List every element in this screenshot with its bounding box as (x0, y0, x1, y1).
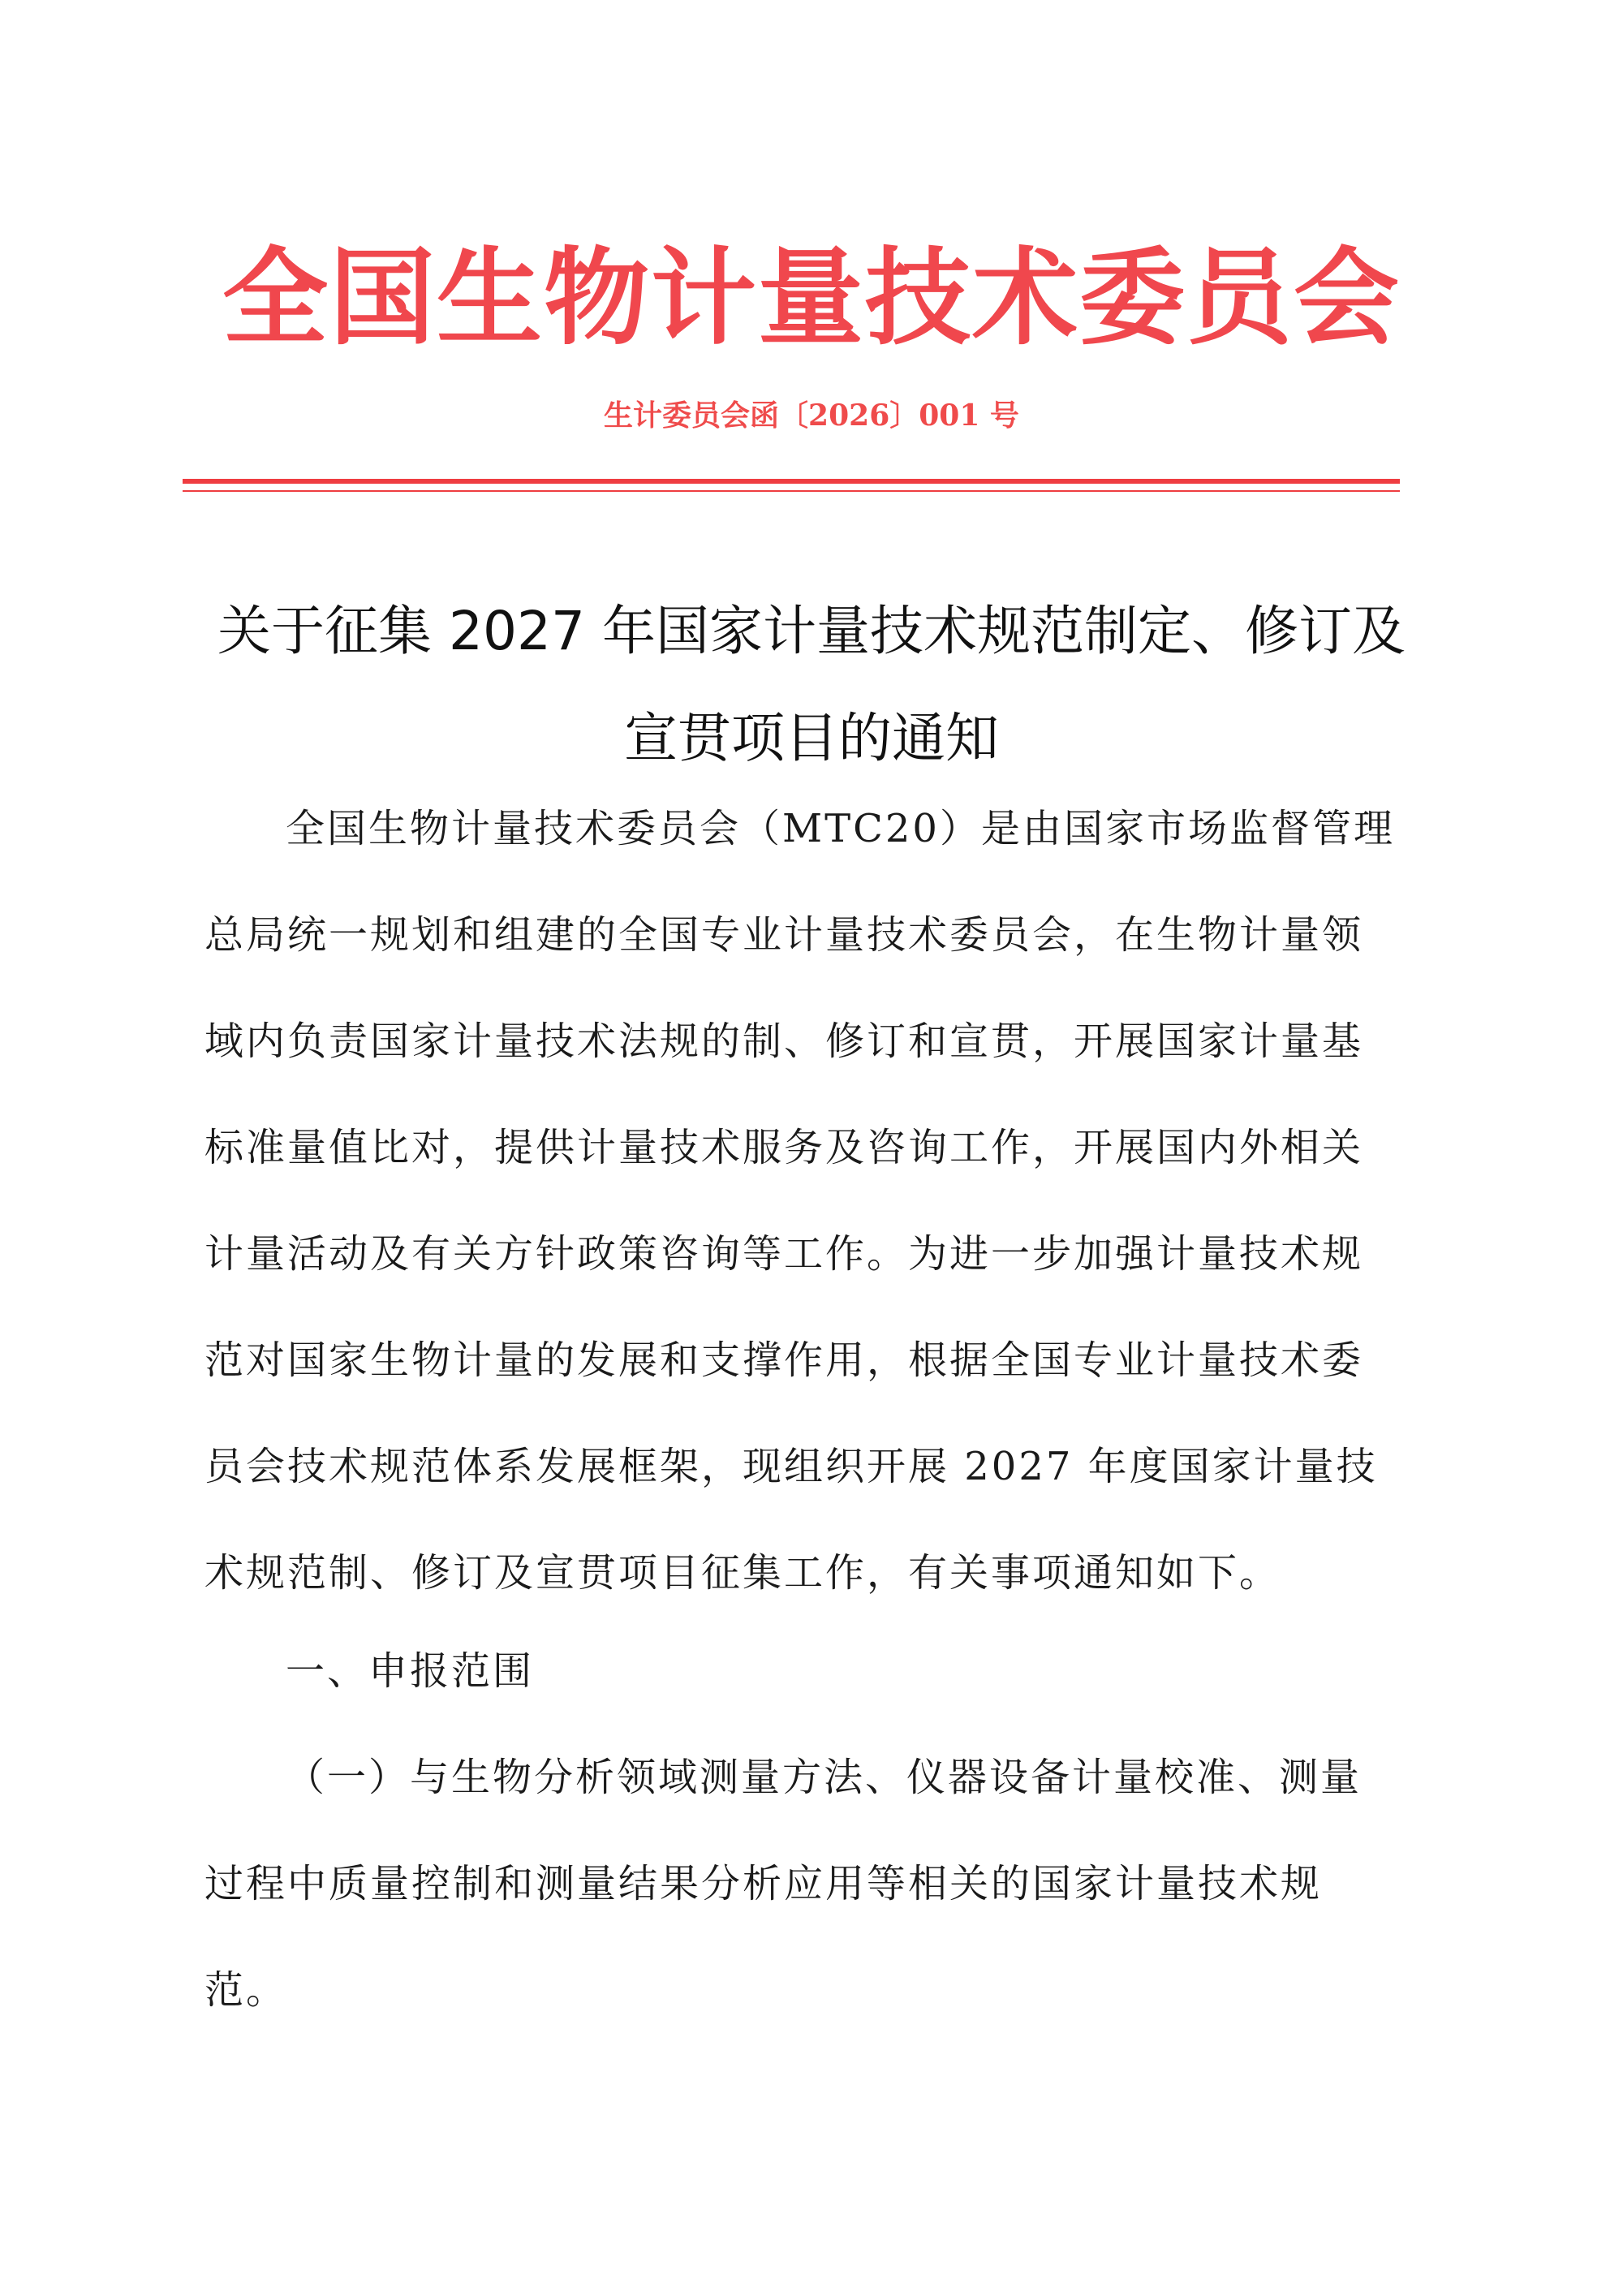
red-divider-thick (183, 479, 1400, 484)
clause-line: 过程中质量控制和测量结果分析应用等相关的国家计量技术规 (204, 1861, 1323, 1906)
notice-title (203, 578, 1420, 792)
intro-line: 计量活动及有关方针政策咨询等工作。为进一步加强计量技术规 (204, 1231, 1364, 1277)
notice-title-line-2: 宣贯项目的通知 (624, 707, 999, 769)
intro-line: 术规范制、修订及宣贯项目征集工作，有关事项通知如下。 (204, 1550, 1281, 1596)
intro-paragraph (204, 776, 1430, 1626)
intro-line: 标准量值比对，提供计量技术服务及咨询工作，开展国内外相关 (204, 1125, 1364, 1170)
clause-line: （一）与生物分析领域测量方法、仪器设备计量校准、测量 (286, 1755, 1363, 1800)
clause-1-paragraph (204, 1725, 1430, 2044)
organization-header: 全国生物计量技术委员会 (222, 236, 1401, 360)
section-heading-scope: 一、申报范围 (286, 1648, 535, 1694)
intro-line: 域内负责国家计量技术法规的制、修订和宣贯，开展国家计量基 (204, 1019, 1364, 1064)
intro-line: 总局统一规划和组建的全国专业计量技术委员会，在生物计量领 (204, 912, 1364, 958)
intro-line: 员会技术规范体系发展框架，现组织开展 2027 年度国家计量技 (204, 1444, 1378, 1489)
notice-title-line-1: 关于征集 2027 年国家计量技术规范制定、修订及 (217, 600, 1406, 662)
intro-line: 范对国家生物计量的发展和支撑作用，根据全国专业计量技术委 (204, 1338, 1364, 1383)
intro-line: 全国生物计量技术委员会（MTC20）是由国家市场监督管理 (286, 806, 1395, 851)
red-divider-thin (183, 490, 1400, 492)
clause-line: 范。 (204, 1967, 288, 2013)
document-number: 生计委员会函〔2026〕001 号 (604, 398, 1019, 433)
